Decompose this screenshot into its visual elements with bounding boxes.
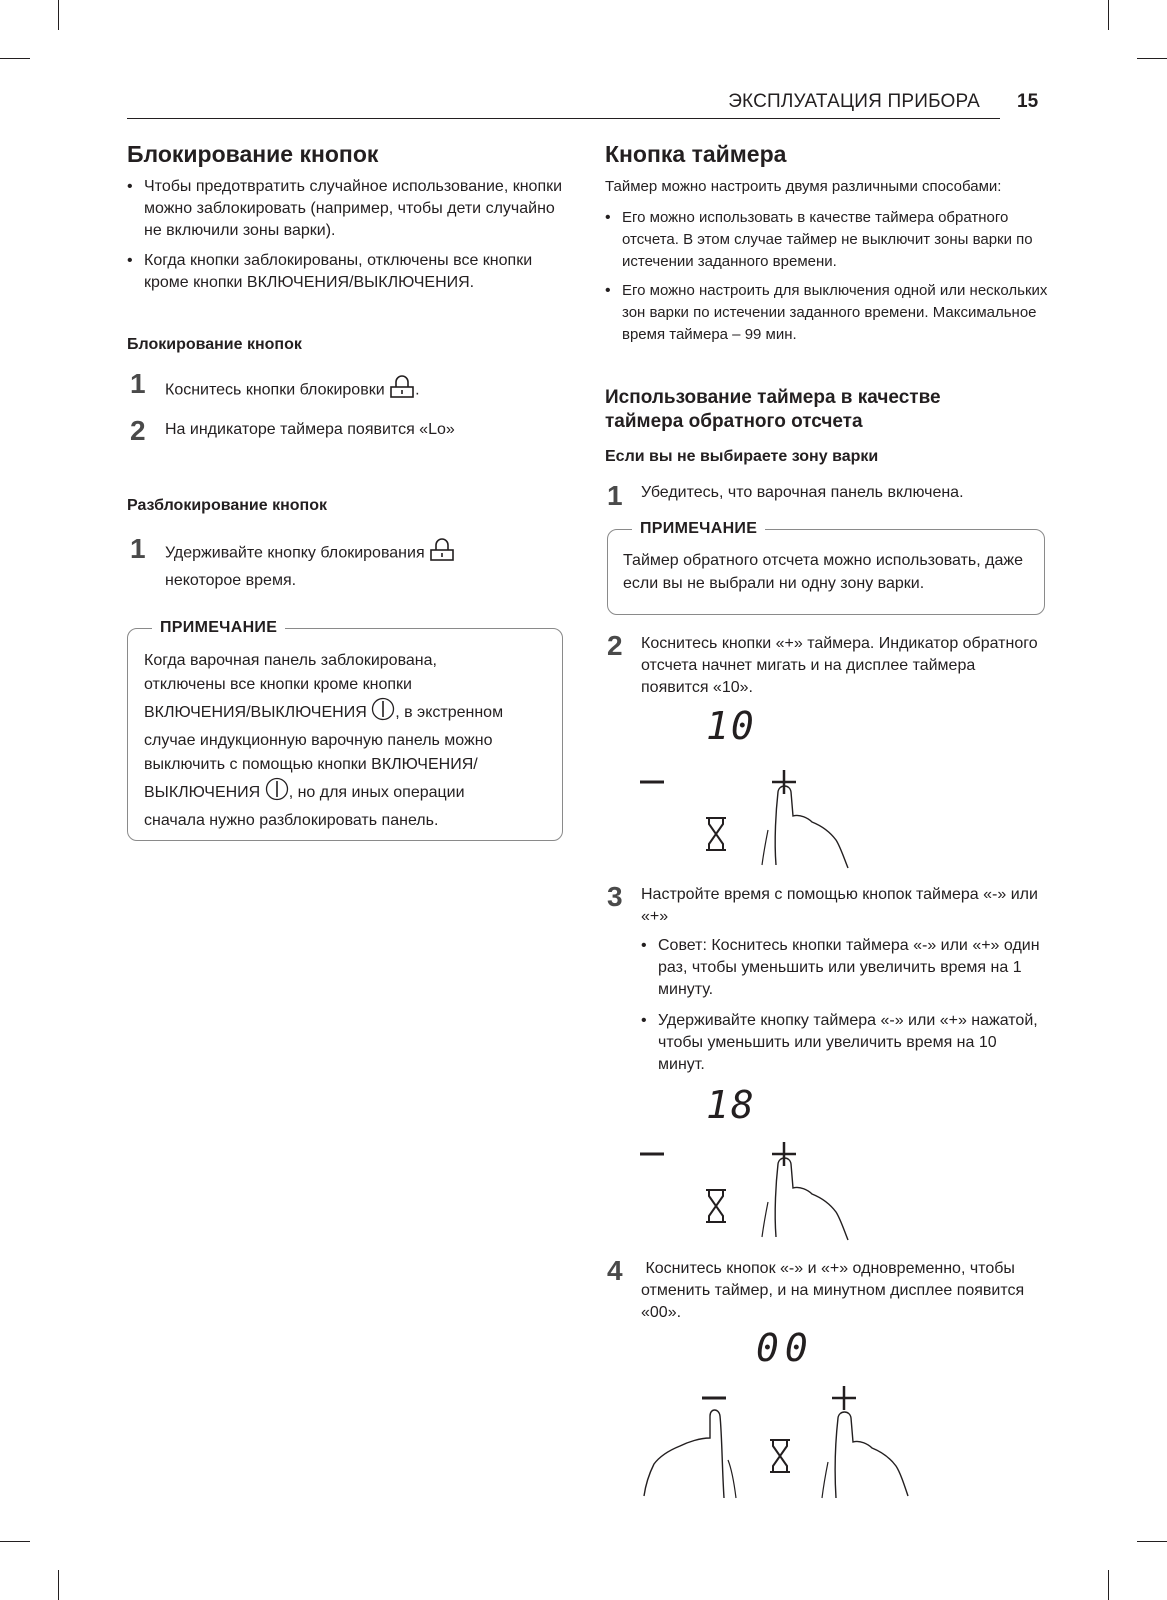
lock-bullet-1: Чтобы предотвратить случайное использование, кнопки можно заблокировать (например, чтобы дети случайно не включили зоны варки). [144, 178, 563, 239]
step-number: 3 [607, 881, 623, 912]
unlock-subheading: Разблокирование кнопок [127, 497, 327, 514]
crop-mark [0, 58, 30, 59]
note-title: ПРИМЕЧАНИЕ [152, 619, 285, 637]
unlock-step-1 [165, 537, 545, 592]
note-line-part: ВКЛЮЧЕНИЯ/ВЫКЛЮЧЕНИЯ [144, 704, 367, 722]
step-number: 2 [130, 415, 146, 446]
crop-mark [58, 1570, 59, 1600]
bullet-dot: • [605, 209, 611, 226]
hourglass-icon [770, 1440, 790, 1472]
lock-bullet-2: Когда кнопки заблокированы, отключены все кнопки кроме кнопки ВКЛЮЧЕНИЯ/ВЫКЛЮЧЕНИЯ. [144, 252, 533, 291]
timer-bullet-1: Его можно использовать в качестве таймера обратного отсчета. В этом случае таймер не выключит зоны варки по истечении заданного времени. [622, 209, 1033, 270]
finger-icon [775, 786, 848, 868]
note-line: выключить с помощью кнопки ВКЛЮЧЕНИЯ/ [144, 756, 478, 773]
bullet-dot: • [127, 178, 133, 195]
timer-section-title: Кнопка таймера [605, 141, 787, 167]
plus-icon [772, 770, 796, 794]
timer-step-3: Настройте время с помощью кнопок таймера «-» или «+» [641, 886, 1038, 925]
countdown-subtitle-1: Использование таймера в качестве [605, 387, 941, 408]
note-line: Когда варочная панель заблокирована, [144, 652, 437, 669]
unlock-step-1-text-2: некоторое время. [165, 572, 297, 589]
step-number: 2 [607, 630, 623, 661]
crop-mark [1108, 0, 1109, 30]
timer-tip-1: Совет: Коснитесь кнопки таймера «-» или «+» один раз, чтобы уменьшить или увеличить время на 1 минуту. [658, 937, 1040, 998]
bullet-dot: • [127, 252, 133, 269]
step-number: 1 [607, 480, 623, 511]
timer-display-18: 18 [706, 1083, 756, 1127]
power-icon [371, 697, 395, 729]
crop-mark [1137, 58, 1167, 59]
note-line: случае индукционную варочную панель можно [144, 732, 493, 749]
crop-mark [0, 1541, 30, 1542]
lock-step-1 [165, 374, 420, 407]
lock-icon [389, 374, 415, 407]
finger-icon [775, 1158, 848, 1240]
timer-display-00: 00 [756, 1326, 814, 1370]
note-line [144, 697, 554, 729]
lock-step-1-text: Коснитесь кнопки блокировки [165, 381, 385, 399]
header-rule [127, 118, 1000, 119]
hourglass-icon [706, 818, 726, 850]
timer-step-1: Убедитесь, что варочная панель включена. [641, 484, 964, 501]
timer-display-10: 10 [706, 704, 756, 748]
lock-subheading: Блокирование кнопок [127, 336, 302, 353]
unlock-step-1-text: Удерживайте кнопку блокирования [165, 544, 425, 562]
countdown-condition: Если вы не выбираете зону варки [605, 448, 879, 465]
bullet-dot: • [641, 937, 647, 954]
timer-bullet-2: Его можно настроить для выключения одной или нескольких зон варки по истечении заданного времени. Максимальное время таймера – 99 мин. [622, 282, 1048, 343]
timer-buttons-figure-2 [640, 1142, 880, 1242]
note-line: отключены все кнопки кроме кнопки [144, 676, 412, 693]
lock-step-1-tail: . [415, 381, 420, 399]
note-line-part: , но для иных операции [288, 784, 465, 802]
timer-buttons-figure-3 [640, 1386, 930, 1501]
timer-step-4: Коснитесь кнопок «-» и «+» одновременно, чтобы отменить таймер, и на минутном дисплее появится «00». [641, 1260, 1029, 1321]
crop-mark [1108, 1570, 1109, 1600]
bullet-dot: • [641, 1012, 647, 1029]
page-number: 15 [1017, 91, 1039, 112]
note-line-part: ВЫКЛЮЧЕНИЯ [144, 784, 261, 802]
note-title: ПРИМЕЧАНИЕ [632, 520, 765, 538]
plus-icon [772, 1142, 796, 1166]
lock-step-2: На индикаторе таймера появится «Lo» [165, 421, 455, 438]
power-icon [265, 777, 289, 809]
countdown-subtitle-2: таймера обратного отсчета [605, 411, 863, 432]
lock-section-title: Блокирование кнопок [127, 141, 379, 167]
timer-intro: Таймер можно настроить двумя различными способами: [605, 178, 1002, 195]
step-number: 1 [130, 368, 146, 399]
bullet-dot: • [605, 282, 611, 299]
hourglass-icon [706, 1190, 726, 1222]
finger-icon [835, 1412, 908, 1498]
section-header: ЭКСПЛУАТАЦИЯ ПРИБОРА [728, 91, 980, 112]
crop-mark [1137, 1541, 1167, 1542]
timer-tip-2: Удерживайте кнопку таймера «-» или «+» нажатой, чтобы уменьшить или увеличить время на 10 минут. [658, 1012, 1038, 1073]
step-number: 4 [607, 1255, 623, 1286]
plus-icon [832, 1386, 856, 1410]
crop-mark [58, 0, 59, 30]
note-line: сначала нужно разблокировать панель. [144, 812, 439, 829]
note-line [144, 777, 554, 809]
timer-buttons-figure-1 [640, 770, 880, 870]
lock-note-text [144, 649, 554, 833]
timer-note-text: Таймер обратного отсчета можно использовать, даже если вы не выбрали ни одну зону варки. [623, 552, 1023, 592]
step-number: 1 [130, 533, 146, 564]
note-line-part: , в экстренном [395, 704, 504, 722]
lock-icon [429, 537, 455, 570]
finger-icon [644, 1410, 724, 1498]
timer-step-2: Коснитесь кнопки «+» таймера. Индикатор обратного отсчета начнет мигать и на дисплее таймера появится «10». [641, 635, 1038, 696]
